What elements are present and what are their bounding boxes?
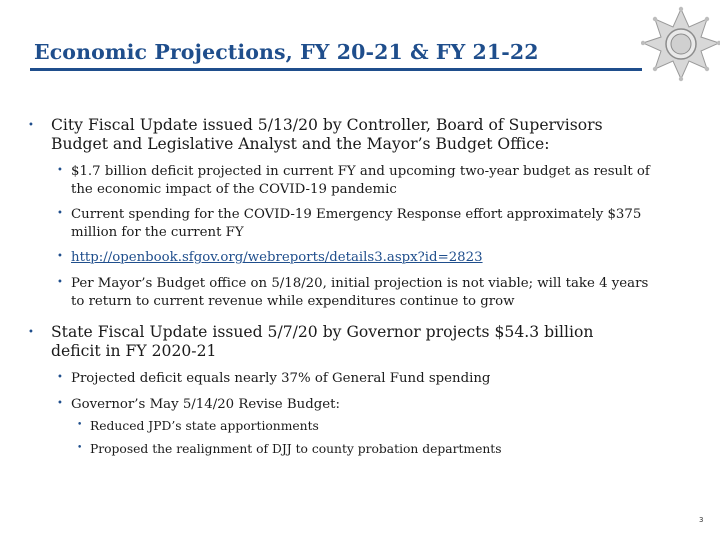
bullet-city-fiscal-update — [28, 116, 634, 154]
bullet-dot-icon: • — [77, 420, 83, 430]
bullet-dot-icon: • — [57, 398, 63, 409]
seven-point-star-badge-icon — [641, 5, 720, 85]
title-underline — [30, 68, 642, 71]
list-item-text: $1.7 billion deficit projected in current FY and upcoming two-year budget as result of the economic impact of the COVID-19 pandemic — [71, 164, 650, 197]
sub-list-item — [79, 441, 639, 457]
list-item — [59, 396, 659, 414]
bullet-text — [34, 323, 634, 361]
list-item — [59, 275, 659, 311]
list-item-text: Governor’s May 5/14/20 Revise Budget: — [71, 397, 340, 412]
list-item — [59, 163, 659, 199]
openbook-link[interactable]: http://openbook.sfgov.org/webreports/details3.aspx?id=2823 — [71, 250, 483, 265]
bullet-state-fiscal-update — [28, 323, 634, 361]
bullet-lead: City Fiscal Update issued 5/13/20 — [51, 116, 323, 134]
list-item — [59, 249, 659, 267]
list-item-text: Projected deficit equals nearly 37% of General Fund spending — [71, 371, 491, 386]
sub-list-item-text: Proposed the realignment of DJJ to county probation departments — [90, 442, 502, 456]
bullet-dot-icon: • — [28, 120, 34, 131]
bullet-dot-icon: • — [28, 327, 34, 338]
bullet-rest: by Governor projects $54.3 billion deficit in FY 2020-21 — [51, 323, 594, 360]
sub-list-item — [79, 418, 639, 434]
bullet-rest: by Controller, Board of Supervisors Budget and Legislative Analyst and the Mayor’s Budget Office: — [51, 116, 603, 153]
bullet-lead: State Fiscal Update issued 5/7/20 — [51, 323, 323, 341]
page-title: Economic Projections, FY 20-21 & FY 21-22 — [34, 40, 539, 64]
bullet-dot-icon: • — [57, 277, 63, 288]
list-item — [59, 370, 659, 388]
bullet-dot-icon: • — [57, 251, 63, 262]
bullet-dot-icon: • — [57, 372, 63, 383]
bullet-dot-icon: • — [57, 165, 63, 176]
list-item-text: Per Mayor’s Budget office on 5/18/20, initial projection is not viable; will take 4 years to return to current revenue while expenditures continue to grow — [71, 276, 649, 309]
bullet-dot-icon: • — [77, 443, 83, 453]
bullet-dot-icon: • — [57, 208, 63, 219]
sub-list-item-text: Reduced JPD’s state apportionments — [90, 419, 319, 433]
list-item-text: Current spending for the COVID-19 Emergency Response effort approximately $375 million for the current FY — [71, 207, 642, 240]
list-item — [59, 206, 659, 242]
page-number: 3 — [699, 516, 704, 524]
bullet-text — [34, 116, 634, 154]
